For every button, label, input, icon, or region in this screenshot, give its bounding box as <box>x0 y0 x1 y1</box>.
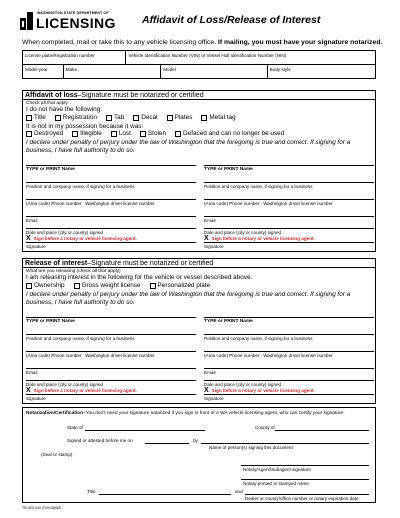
document-title: Affidavit of Loss/Release of Interest <box>142 14 321 26</box>
loss-item-tab[interactable]: Tab <box>106 114 124 121</box>
notarization-section <box>22 407 376 503</box>
checkbox[interactable] <box>175 131 181 137</box>
release-options <box>26 282 372 289</box>
notary-heading: Notarization/Certification <box>26 411 84 416</box>
checkbox[interactable] <box>26 131 32 137</box>
loss-subtitle: –Signature must be notarized or certified <box>77 92 204 99</box>
release-position-2[interactable] <box>204 326 374 335</box>
release-phone-2[interactable] <box>204 343 374 352</box>
signed-date-field[interactable] <box>145 438 189 444</box>
checkbox[interactable] <box>106 115 112 121</box>
reason-stolen[interactable]: Stolen <box>140 130 166 137</box>
reason-defaced[interactable]: Defaced and can no longer be used <box>175 130 284 137</box>
notary-printed-field[interactable] <box>241 474 369 480</box>
county-of-label: County of <box>255 425 275 430</box>
loss-position-2[interactable] <box>204 174 374 183</box>
loss-declaration: I declare under penalty of perjury under the law of Washington that the foregoing is true and correct. If signing for a business, I have full authority to do so. <box>26 139 351 154</box>
dol-logo-icon <box>20 12 34 30</box>
checkbox[interactable] <box>111 131 117 137</box>
release-title: Release of interest <box>25 260 88 267</box>
dol-logo <box>20 8 130 34</box>
loss-items-label: I do not have the following: <box>26 106 103 113</box>
release-phone-1[interactable] <box>26 343 196 352</box>
form-header <box>20 6 386 36</box>
loss-title: Affidavit of loss <box>25 92 78 99</box>
persons-label: Name of person(s) signing this document <box>209 445 293 450</box>
notary-signature-field[interactable] <box>241 460 369 466</box>
release-subtitle: –Signature must be notarized or certified <box>87 260 214 267</box>
make-field[interactable]: Make <box>64 65 161 78</box>
loss-name-1[interactable] <box>26 157 196 166</box>
checkbox[interactable] <box>74 283 80 289</box>
reason-lost[interactable]: Lost <box>111 130 131 137</box>
loss-signature-2[interactable]: X Sign before a notary or vehicle licensing agent. <box>204 235 374 243</box>
logo-licensing-text: LICENSING <box>36 15 116 31</box>
checkbox[interactable] <box>26 283 32 289</box>
loss-signature-1[interactable]: X Sign before a notary or vehicle licensing agent. <box>26 235 196 243</box>
signed-before-label: Signed or attested before me on <box>67 438 133 443</box>
release-name-2[interactable] <box>204 309 374 318</box>
loss-item-registration[interactable]: Registration <box>55 114 97 121</box>
title-field[interactable] <box>99 489 231 495</box>
reason-illegible[interactable]: Illegible <box>72 130 102 137</box>
plate-field[interactable]: License plate/Registration number <box>23 51 126 64</box>
loss-phone-1[interactable] <box>26 191 196 200</box>
notary-note: –You don’t need your signature notarized if you sign in front of a WA vehicle licensing agent, who can certify your signature. <box>83 411 345 416</box>
loss-check-all: Check all that apply <box>26 101 68 106</box>
state-of-field[interactable] <box>85 425 205 431</box>
loss-name-2[interactable] <box>204 157 374 166</box>
county-of-field[interactable] <box>275 425 369 431</box>
checkbox[interactable] <box>55 115 61 121</box>
checkbox[interactable] <box>140 131 146 137</box>
dealer-label: Dealer or county/office number or notary expiration date <box>245 496 359 501</box>
body-style-field[interactable]: Body style <box>269 67 291 72</box>
loss-signer-fields: TYPE or PRINT Name TYPE or PRINT Name Position and company name, if signing for a business Position and company name, if signing for a business (Area code) Phone number Washington driver license number (Area code) Phone number Washington driver license number Email Email Date and place (city or county) signed X Sign before a notary or vehicle licensing agent. Signature Date and place (city or county) signed X Sign before a notary or vehicle licensing agent. Signature <box>26 157 372 243</box>
release-personalized-plate[interactable]: Personalized plate <box>150 282 211 289</box>
dealer-field[interactable] <box>245 489 369 495</box>
notary-signature-label: Notary/Agent/Subagent signature <box>243 467 311 472</box>
checkbox[interactable] <box>72 131 78 137</box>
reason-destroyed[interactable]: Destroyed <box>26 130 63 137</box>
loss-item-title[interactable]: Title <box>26 114 46 121</box>
release-name-1[interactable] <box>26 309 196 318</box>
release-declaration: I declare under penalty of perjury under the law of Washington that the foregoing is true and correct. If signing for a business, I have full authority to do so. <box>26 291 351 306</box>
notary-printed-label: Notary printed or stamped name <box>243 481 309 486</box>
release-signature-2[interactable]: X Sign before a notary or vehicle licensing agent. <box>204 387 374 395</box>
release-ownership[interactable]: Ownership <box>26 282 65 289</box>
loss-item-metal-tag[interactable]: Metal tag <box>201 114 235 121</box>
notary-heading-row <box>26 411 345 416</box>
checkbox[interactable] <box>167 115 173 121</box>
loss-position-1[interactable] <box>26 174 196 183</box>
loss-item-plates[interactable]: Plates <box>167 114 193 121</box>
release-signature-1[interactable]: X Sign before a notary or vehicle licensing agent. <box>26 387 196 395</box>
model-field[interactable]: Model <box>161 65 267 78</box>
form-code: TD-420-040 (R/9/18)WA <box>22 506 61 510</box>
checkbox[interactable] <box>133 115 139 121</box>
loss-reason-options <box>26 130 372 137</box>
loss-phone-2[interactable] <box>204 191 374 200</box>
seal-label: (Seal or stamp) <box>41 452 73 457</box>
release-what: What are you releasing (check all that apply) <box>26 269 121 274</box>
loss-items-options <box>26 114 372 121</box>
model-year-field[interactable]: Model year <box>23 65 64 78</box>
affidavit-of-loss-section <box>22 90 376 252</box>
intro-plain: When completed, mail or take this to any vehicle licensing office. <box>22 39 217 46</box>
intro-bold: If mailing, you must have your signature notarized. <box>217 39 383 46</box>
release-header <box>23 259 375 268</box>
vin-field[interactable]: Vehicle Identification Number (VIN) or Vessel Hull Identification Number (HIN) <box>128 53 287 58</box>
vehicle-info-grid <box>22 50 376 79</box>
loss-reason-label: It is not in my possession because it was: <box>26 123 144 130</box>
intro-instructions <box>22 39 382 46</box>
title-label: Title <box>87 489 96 494</box>
logo-agency-text: WASHINGTON STATE DEPARTMENT OF <box>37 11 109 15</box>
loss-header <box>23 91 375 100</box>
release-email-1[interactable] <box>26 360 196 369</box>
release-email-2[interactable] <box>204 360 374 369</box>
checkbox[interactable] <box>150 283 156 289</box>
by-label: by <box>193 438 198 443</box>
signer-names-field[interactable] <box>201 438 369 444</box>
loss-email-2[interactable] <box>204 208 374 217</box>
checkbox[interactable] <box>26 115 32 121</box>
loss-email-1[interactable] <box>26 208 196 217</box>
release-signer-fields: TYPE or PRINT Name TYPE or PRINT Name Position and company name, if signing for a business Position and company name, if signing for a business (Area code) Phone number Washington driver license number (Area code) Phone number Washington driver license number Email Email Date and place (city or county) signed X Sign before a notary or vehicle licensing agent. Signature Date and place (city or county) signed X Sign before a notary or vehicle licensing agent. Signature <box>26 309 372 395</box>
state-of-label: State of <box>67 425 83 430</box>
release-of-interest-section <box>22 258 376 404</box>
release-position-1[interactable] <box>26 326 196 335</box>
release-statement: I am releasing interest in the following for the vehicle or vessel described above. <box>26 274 253 281</box>
and-label: and <box>235 489 243 494</box>
release-gross-weight[interactable]: Gross weight license <box>74 282 141 289</box>
checkbox[interactable] <box>201 115 207 121</box>
loss-item-decal[interactable]: Decal <box>133 114 157 121</box>
